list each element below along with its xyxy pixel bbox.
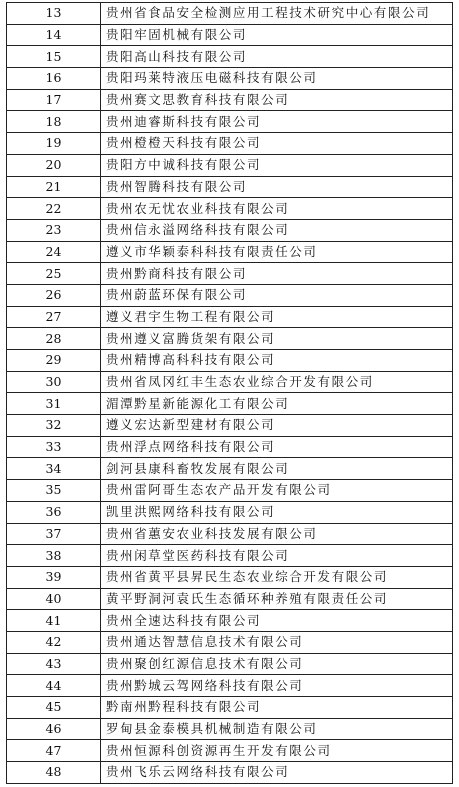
company-name: 贵州省凤冈红丰生态农业综合开发有限公司 <box>101 371 453 393</box>
company-name: 贵阳玛莱特液压电磁科技有限公司 <box>101 68 453 90</box>
company-name: 贵阳方中诚科技有限公司 <box>101 154 453 176</box>
row-number: 14 <box>7 24 101 46</box>
company-name: 贵州省食品安全检测应用工程技术研究中心有限公司 <box>101 3 453 25</box>
table-row <box>7 198 453 220</box>
table-row <box>7 328 453 350</box>
company-name: 贵州恒源科创资源再生开发有限公司 <box>101 740 453 762</box>
table-row <box>7 697 453 719</box>
company-name: 贵州信永溢网络科技有限公司 <box>101 219 453 241</box>
table-row <box>7 610 453 632</box>
row-number: 39 <box>7 566 101 588</box>
company-name: 遵义君宇生物工程有限公司 <box>101 306 453 328</box>
table-row <box>7 566 453 588</box>
table-row <box>7 89 453 111</box>
company-name: 贵州黔商科技有限公司 <box>101 263 453 285</box>
table-row <box>7 263 453 285</box>
company-name: 黄平野洞河袁氏生态循环种养殖有限责任公司 <box>101 588 453 610</box>
table-row <box>7 306 453 328</box>
row-number: 44 <box>7 675 101 697</box>
table-row <box>7 653 453 675</box>
row-number: 38 <box>7 545 101 567</box>
row-number: 15 <box>7 46 101 68</box>
table-row <box>7 436 453 458</box>
row-number: 25 <box>7 263 101 285</box>
row-number: 27 <box>7 306 101 328</box>
row-number: 16 <box>7 68 101 90</box>
company-name: 贵州通达智慧信息技术有限公司 <box>101 631 453 653</box>
company-name: 贵州蔚蓝环保有限公司 <box>101 284 453 306</box>
company-name: 贵州赛文思教育科技有限公司 <box>101 89 453 111</box>
row-number: 34 <box>7 458 101 480</box>
table-row <box>7 350 453 372</box>
row-number: 13 <box>7 3 101 25</box>
company-name: 贵州农无忧农业科技有限公司 <box>101 198 453 220</box>
company-name: 贵州聚创红源信息技术有限公司 <box>101 653 453 675</box>
table-row <box>7 393 453 415</box>
row-number: 29 <box>7 350 101 372</box>
company-name: 遵义宏达新型建材有限公司 <box>101 415 453 437</box>
company-name: 贵州智腾科技有限公司 <box>101 176 453 198</box>
company-name: 黔南州黔程科技有限公司 <box>101 697 453 719</box>
table-row <box>7 480 453 502</box>
row-number: 37 <box>7 523 101 545</box>
company-name: 贵州雷阿哥生态农产品开发有限公司 <box>101 480 453 502</box>
table-row <box>7 675 453 697</box>
row-number: 46 <box>7 718 101 740</box>
row-number: 48 <box>7 762 101 784</box>
company-name: 贵阳高山科技有限公司 <box>101 46 453 68</box>
row-number: 45 <box>7 697 101 719</box>
table-row <box>7 111 453 133</box>
row-number: 23 <box>7 219 101 241</box>
table-row <box>7 545 453 567</box>
row-number: 32 <box>7 415 101 437</box>
company-name: 凯里洪熙网络科技有限公司 <box>101 501 453 523</box>
table-row <box>7 133 453 155</box>
table-row <box>7 588 453 610</box>
company-name: 贵州省蕙安农业科技发展有限公司 <box>101 523 453 545</box>
row-number: 17 <box>7 89 101 111</box>
company-list-table <box>6 2 453 784</box>
table-row <box>7 501 453 523</box>
table-row <box>7 458 453 480</box>
row-number: 35 <box>7 480 101 502</box>
table-row <box>7 371 453 393</box>
row-number: 20 <box>7 154 101 176</box>
company-name: 贵州飞乐云网络科技有限公司 <box>101 762 453 784</box>
table-row <box>7 46 453 68</box>
table-row <box>7 284 453 306</box>
company-name: 贵州闲草堂医药科技有限公司 <box>101 545 453 567</box>
table-row <box>7 68 453 90</box>
table-row <box>7 3 453 25</box>
row-number: 19 <box>7 133 101 155</box>
row-number: 42 <box>7 631 101 653</box>
company-name: 贵州浮点网络科技有限公司 <box>101 436 453 458</box>
row-number: 26 <box>7 284 101 306</box>
company-name: 贵州精博高科科技有限公司 <box>101 350 453 372</box>
table-row <box>7 718 453 740</box>
row-number: 43 <box>7 653 101 675</box>
row-number: 18 <box>7 111 101 133</box>
table-row <box>7 241 453 263</box>
row-number: 41 <box>7 610 101 632</box>
table-row <box>7 24 453 46</box>
company-name: 贵州省黄平县昇民生态农业综合开发有限公司 <box>101 566 453 588</box>
table-row <box>7 176 453 198</box>
table-row <box>7 415 453 437</box>
row-number: 30 <box>7 371 101 393</box>
company-name: 贵州全速达科技有限公司 <box>101 610 453 632</box>
row-number: 24 <box>7 241 101 263</box>
row-number: 31 <box>7 393 101 415</box>
company-name: 贵州迪睿斯科技有限公司 <box>101 111 453 133</box>
company-name: 贵阳牢固机械有限公司 <box>101 24 453 46</box>
row-number: 22 <box>7 198 101 220</box>
row-number: 36 <box>7 501 101 523</box>
company-name: 剑河县康科畜牧发展有限公司 <box>101 458 453 480</box>
table-row <box>7 154 453 176</box>
row-number: 47 <box>7 740 101 762</box>
row-number: 40 <box>7 588 101 610</box>
company-name: 遵义市华颖泰科科技有限责任公司 <box>101 241 453 263</box>
row-number: 21 <box>7 176 101 198</box>
company-name: 贵州黔城云驾网络科技有限公司 <box>101 675 453 697</box>
company-list-body <box>7 3 453 784</box>
company-name: 贵州遵义富腾货架有限公司 <box>101 328 453 350</box>
table-row <box>7 740 453 762</box>
row-number: 28 <box>7 328 101 350</box>
table-row <box>7 523 453 545</box>
table-row <box>7 762 453 784</box>
company-name: 湄潭黔星新能源化工有限公司 <box>101 393 453 415</box>
company-name: 罗甸县金泰模具机械制造有限公司 <box>101 718 453 740</box>
company-list-sheet <box>6 2 452 784</box>
row-number: 33 <box>7 436 101 458</box>
table-row <box>7 631 453 653</box>
company-name: 贵州橙橙天科技有限公司 <box>101 133 453 155</box>
table-row <box>7 219 453 241</box>
